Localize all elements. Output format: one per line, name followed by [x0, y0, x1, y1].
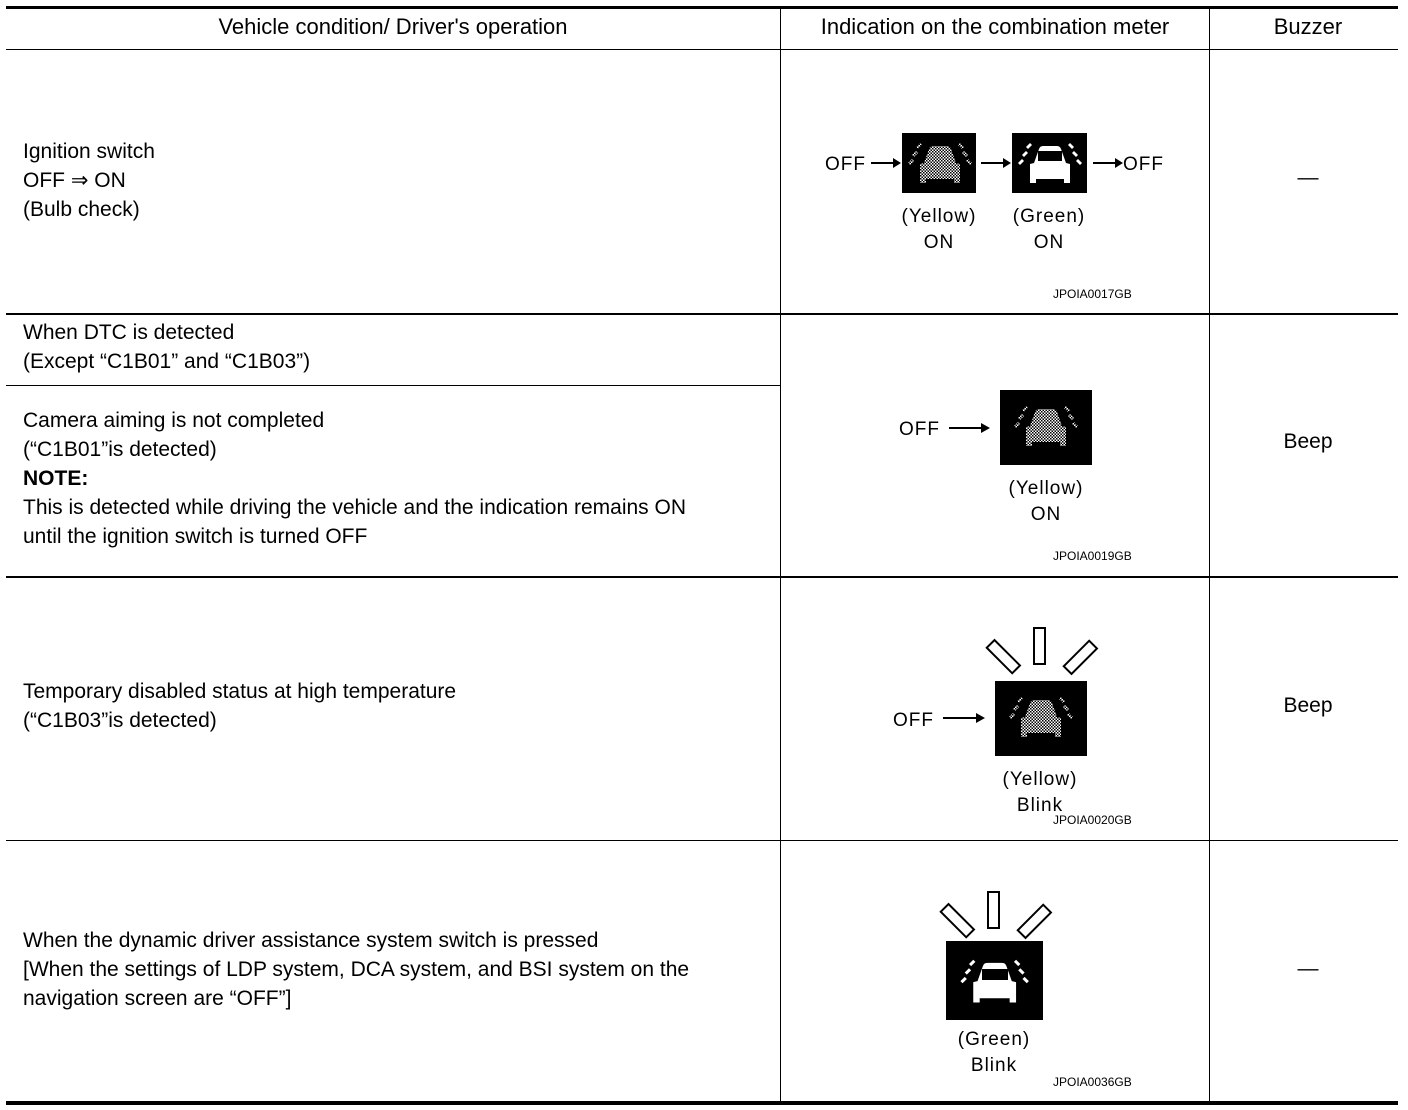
row3-indication-figure: [781, 578, 1209, 840]
row1-indication-figure: [781, 50, 1209, 313]
row4-condition: [23, 926, 689, 1013]
off-label-left: OFF: [899, 419, 940, 440]
off-label-left: OFF: [893, 710, 934, 731]
row3-buzzer: Beep: [1283, 694, 1333, 717]
row4-buzzer: —: [1297, 957, 1319, 980]
row4-indication-figure: [781, 841, 1209, 1101]
lamp2-state: ON: [1033, 232, 1065, 253]
row1-line: OFF ⇒ ON: [23, 169, 126, 192]
header-buzzer: Buzzer: [1273, 14, 1343, 39]
note-label: NOTE:: [23, 467, 89, 490]
lamp-color: (Yellow): [1002, 769, 1078, 790]
lamp-state: Blink: [970, 1055, 1018, 1076]
lamp-color: (Green): [957, 1029, 1031, 1050]
row2-condition-b: [23, 406, 686, 551]
arrow-right-icon: [1093, 158, 1123, 168]
figure-code: JPOIA0036GB: [1053, 1075, 1132, 1089]
row-subdivider: [6, 385, 781, 386]
row3-line: (“C1B03”is detected): [23, 709, 217, 732]
arrow-right-icon: [871, 158, 901, 168]
lamp1-color: (Yellow): [901, 206, 977, 227]
blink-rays-icon: [987, 628, 1097, 674]
row4-line: [When the settings of LDP system, DCA system, and BSI system on the: [23, 958, 690, 981]
lane-assist-yellow-icon: [1000, 390, 1092, 465]
lamp-state: Blink: [1016, 795, 1064, 816]
row2a-line: When DTC is detected: [23, 321, 235, 344]
row3-line: Temporary disabled status at high temperature: [23, 680, 457, 703]
figure-code: JPOIA0019GB: [1053, 549, 1132, 563]
figure-code: JPOIA0017GB: [1053, 287, 1132, 301]
arrow-right-icon: [943, 713, 985, 723]
row2-buzzer: Beep: [1283, 430, 1333, 453]
lane-assist-green-icon: [946, 941, 1043, 1020]
row3-condition: [23, 677, 456, 735]
row2-condition-a: [23, 318, 310, 376]
arrow-right-icon: [981, 158, 1011, 168]
header-condition: Vehicle condition/ Driver's operation: [218, 14, 568, 39]
lamp-color: (Yellow): [1008, 478, 1084, 499]
table-top-border: [6, 6, 1398, 9]
lane-assist-yellow-icon: [995, 681, 1087, 756]
header-indication: Indication on the combination meter: [820, 14, 1170, 39]
row1-line: Ignition switch: [23, 140, 155, 163]
figure-code: JPOIA0020GB: [1053, 813, 1132, 827]
lamp-state: ON: [1030, 504, 1062, 525]
lane-assist-green-icon: [1012, 133, 1087, 193]
row2b-line: Camera aiming is not completed: [23, 409, 325, 432]
row1-line: (Bulb check): [23, 198, 140, 221]
off-label-left: OFF: [825, 154, 866, 175]
lane-assist-yellow-icon: [902, 133, 976, 193]
table-bottom-border: [6, 1101, 1398, 1105]
note-line: until the ignition switch is turned OFF: [23, 525, 368, 548]
note-line: This is detected while driving the vehicle and the indication remains ON: [23, 496, 687, 519]
lamp2-color: (Green): [1012, 206, 1086, 227]
row2b-line: (“C1B01”is detected): [23, 438, 217, 461]
row2a-line: (Except “C1B01” and “C1B03”): [23, 350, 311, 373]
arrow-right-icon: [949, 423, 990, 433]
lamp1-state: ON: [923, 232, 955, 253]
blink-rays-icon: [941, 892, 1051, 938]
row1-buzzer: —: [1297, 166, 1319, 189]
off-label-right: OFF: [1123, 154, 1164, 175]
row4-line: navigation screen are “OFF”]: [23, 987, 292, 1010]
row4-line: When the dynamic driver assistance system switch is pressed: [23, 929, 599, 952]
row2-indication-figure: [781, 314, 1209, 576]
row1-condition: [23, 137, 155, 224]
